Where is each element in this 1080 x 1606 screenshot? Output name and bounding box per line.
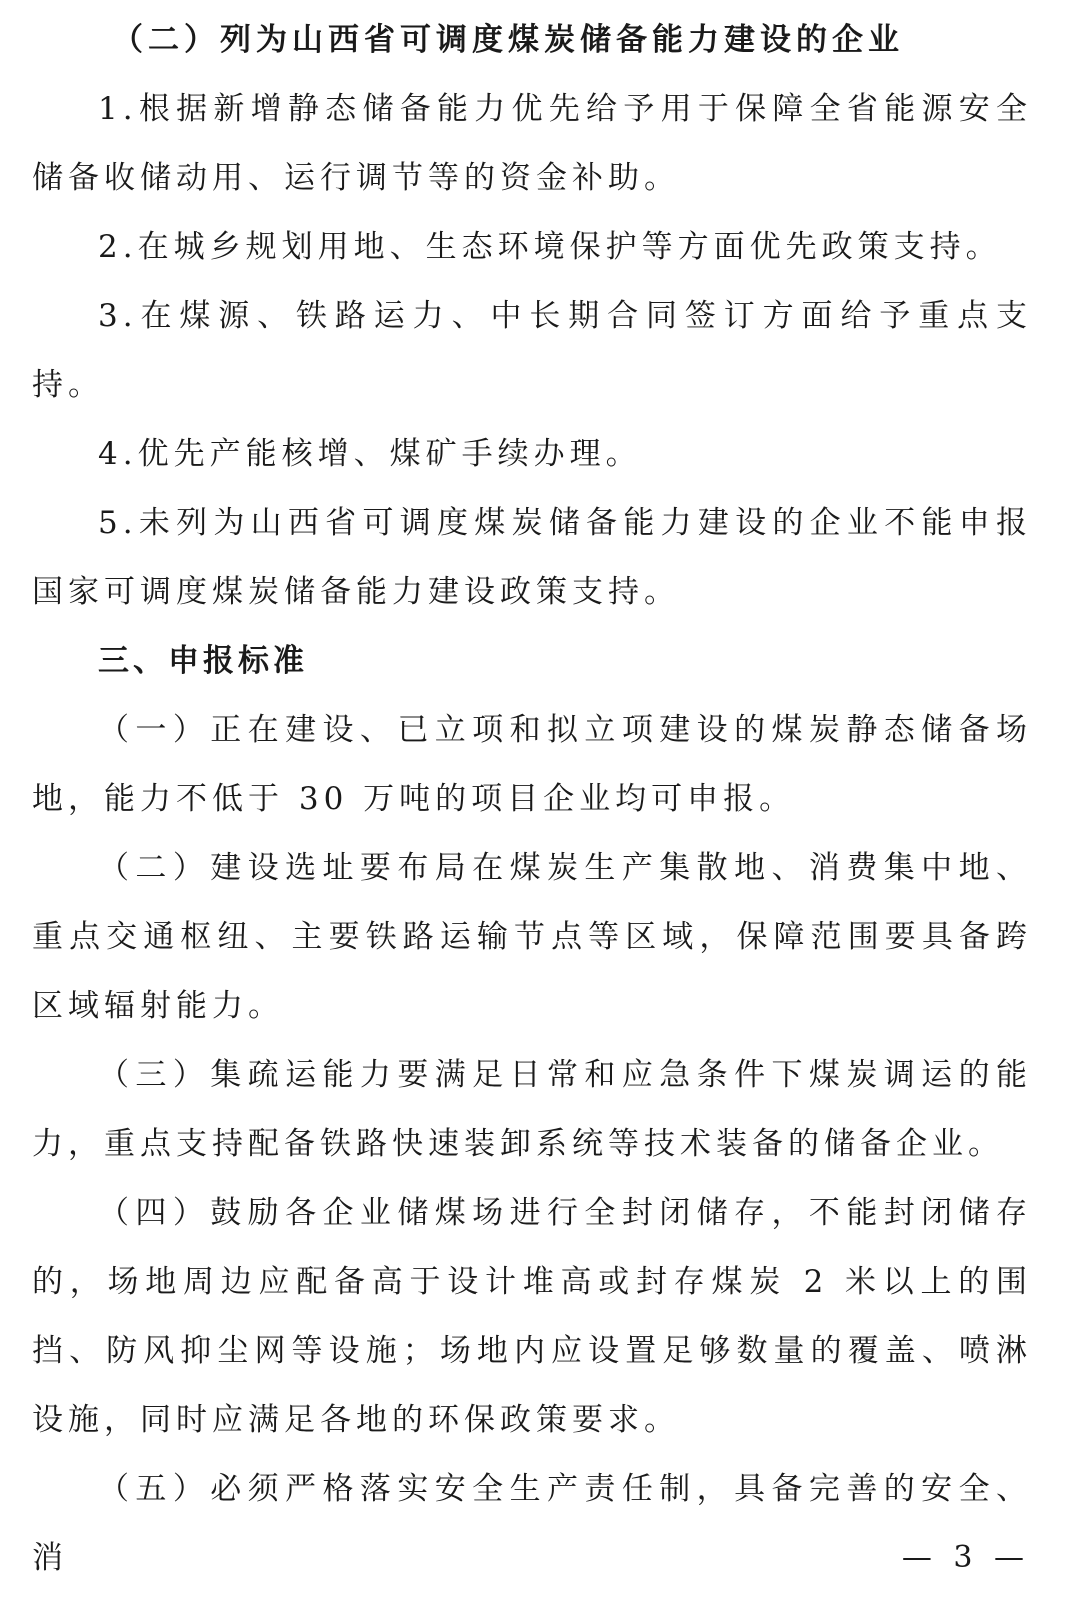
paragraph-item-2: 2.在城乡规划用地、生态环境保护等方面优先政策支持。 [98, 229, 1002, 265]
criteria-paragraph-1: （一）正在建设、已立项和拟立项建设的煤炭静态储备场地，能力不低于 30 万吨的项目企业均可申报。 [32, 712, 1032, 817]
paragraph-item-5: 5.未列为山西省可调度煤炭储备能力建设的企业不能申报国家可调度煤炭储备能力建设政策支持。 [32, 505, 1032, 610]
page-number: — 3 — [901, 1540, 1030, 1575]
criteria-paragraph-2: （二）建设选址要布局在煤炭生产集散地、消费集中地、重点交通枢纽、主要铁路运输节点等区域，保障范围要具备跨区域辐射能力。 [32, 850, 1032, 1024]
paragraph-item-4: 4.优先产能核增、煤矿手续办理。 [98, 436, 642, 472]
criteria-paragraph-5: （五）必须严格落实安全生产责任制，具备完善的安全、消 [32, 1471, 1032, 1576]
paragraph-item-1: 1.根据新增静态储备能力优先给予用于保障全省能源安全储备收储动用、运行调节等的资金补助。 [32, 91, 1032, 196]
criteria-paragraph-4: （四）鼓励各企业储煤场进行全封闭储存，不能封闭储存的，场地周边应配备高于设计堆高或封存煤炭 2 米以上的围挡、防风抑尘网等设施；场地内应设置足够数量的覆盖、喷淋设施，同时应满足各地的环保政策要求。 [32, 1195, 1032, 1438]
criteria-paragraph-3: （三）集疏运能力要满足日常和应急条件下煤炭调运的能力，重点支持配备铁路快速装卸系统等技术装备的储备企业。 [32, 1057, 1032, 1162]
section-subheading-2: （二）列为山西省可调度煤炭储备能力建设的企业 [112, 22, 904, 58]
section-heading-3: 三、申报标准 [98, 643, 308, 679]
paragraph-item-3: 3.在煤源、铁路运力、中长期合同签订方面给予重点支持。 [32, 298, 1032, 403]
document-body [32, 6, 1032, 1593]
